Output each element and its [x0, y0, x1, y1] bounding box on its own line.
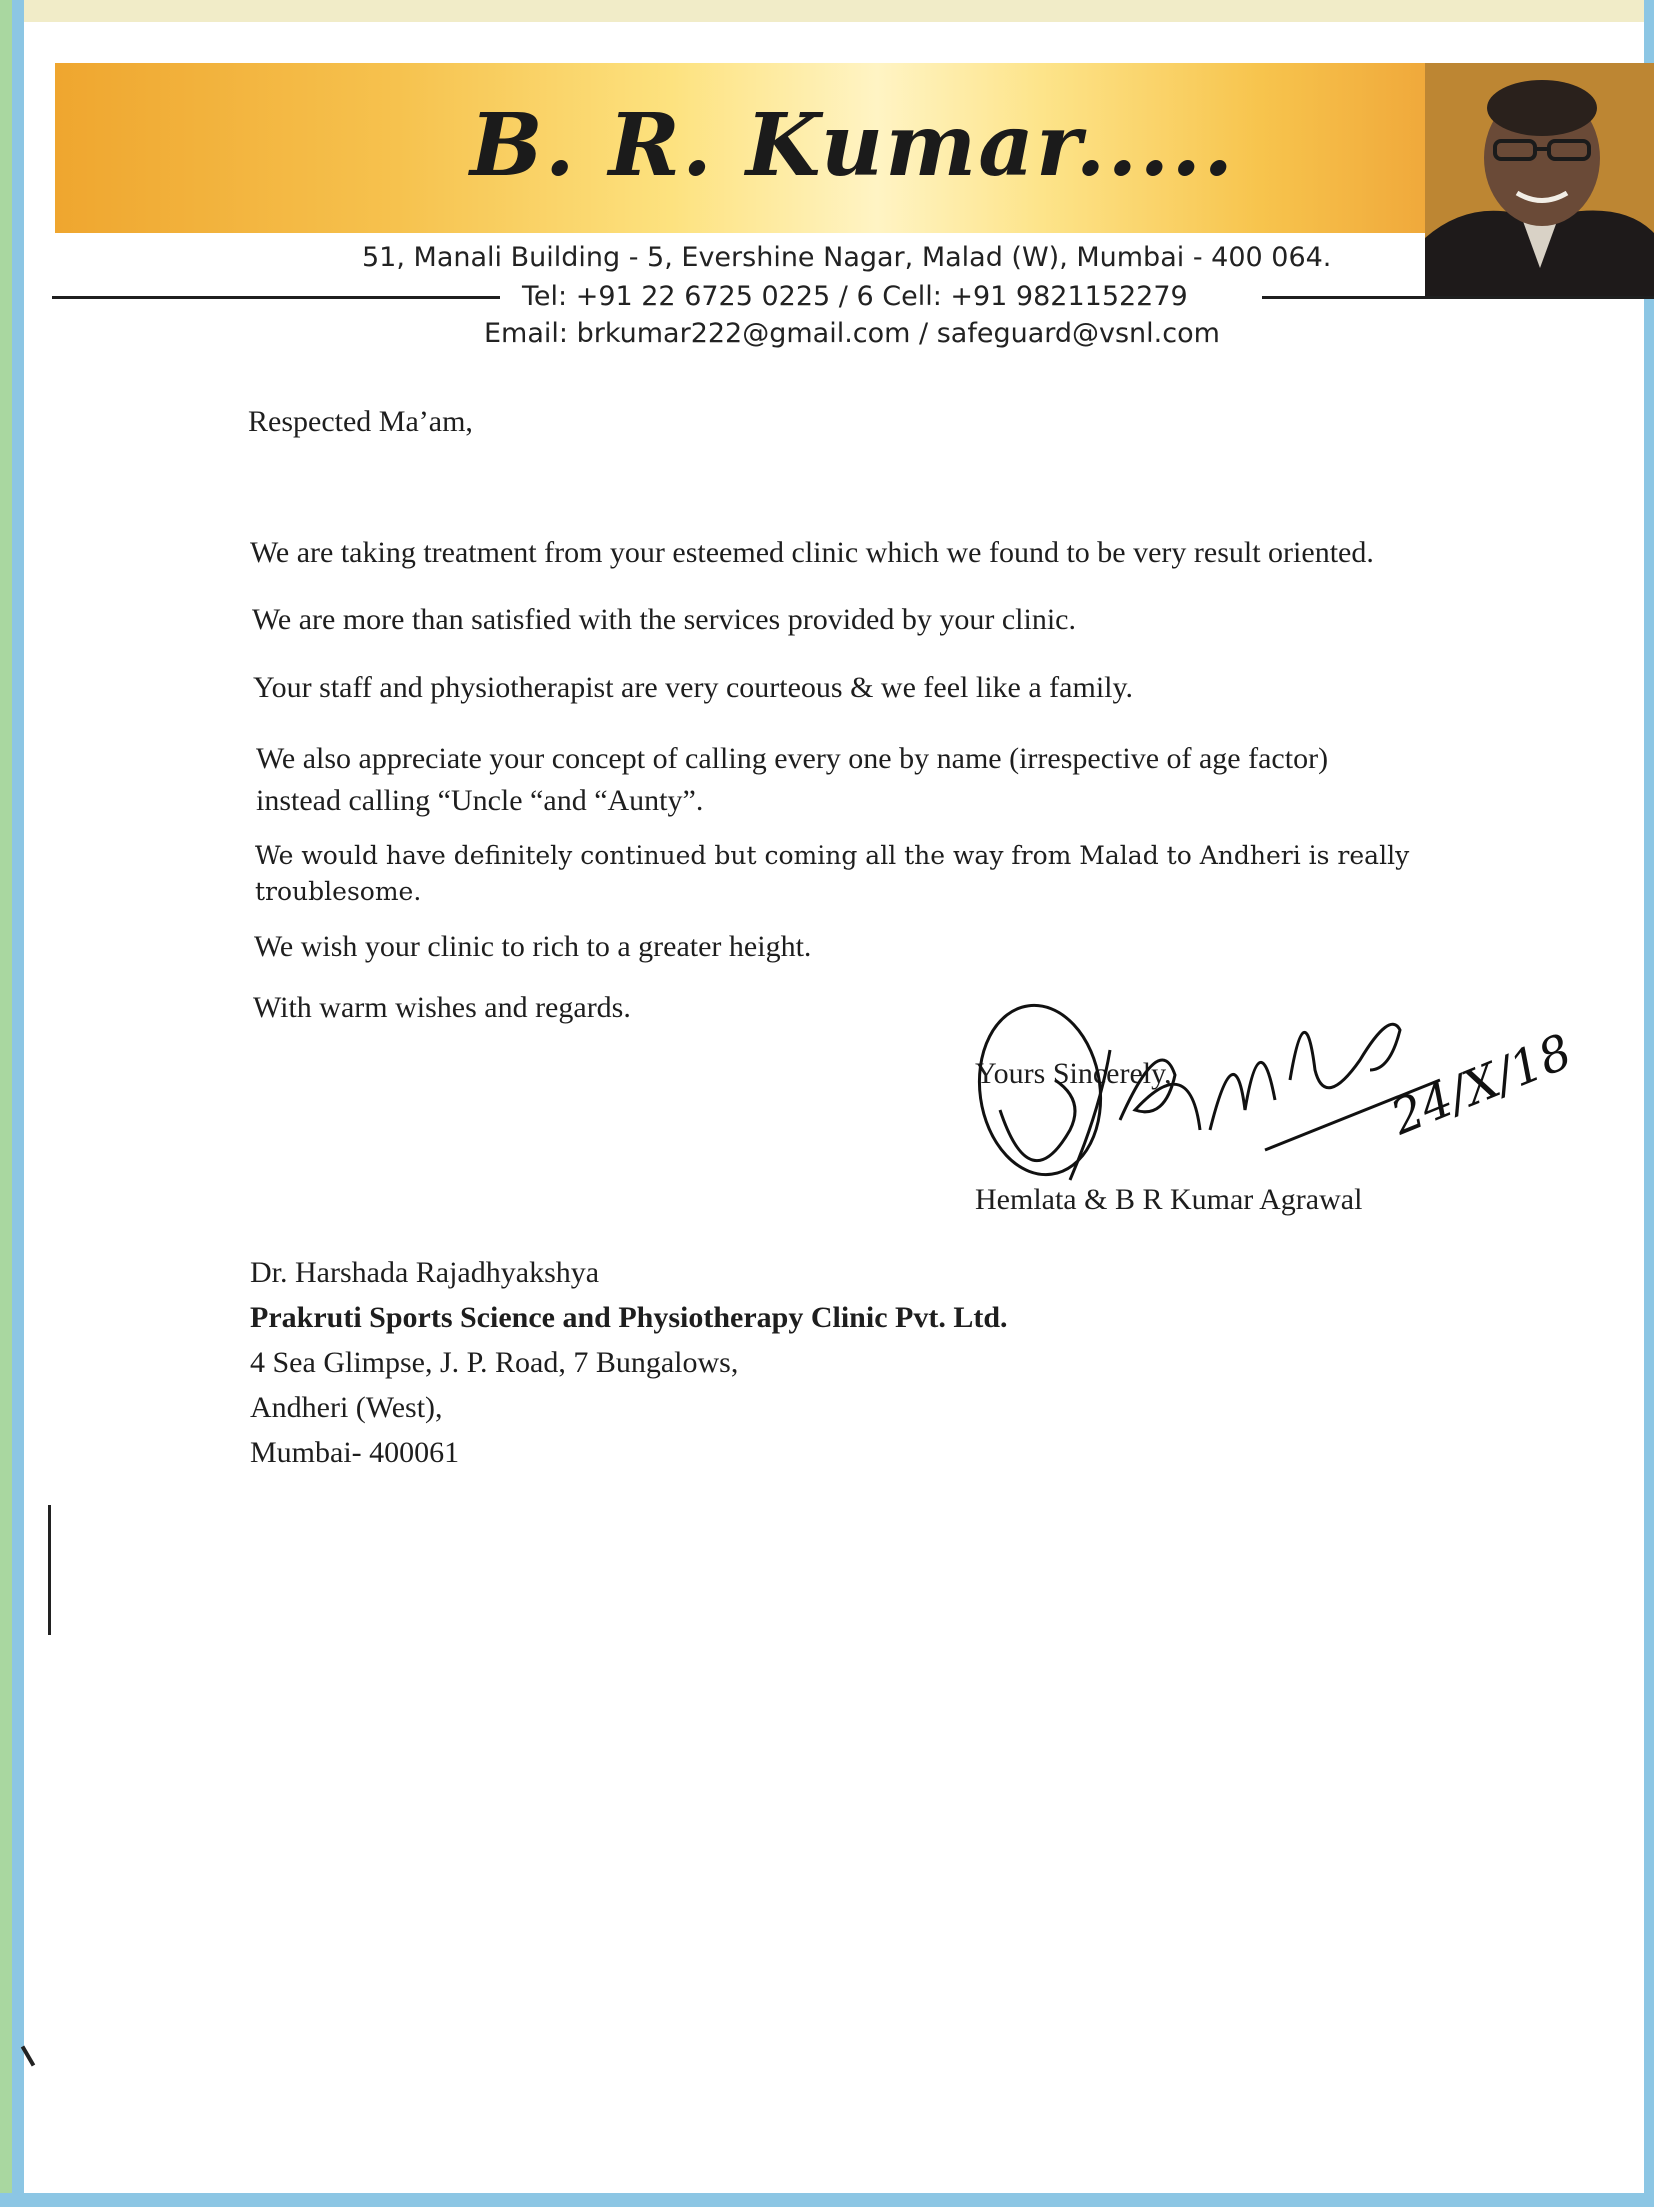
- recipient-block: [250, 1250, 1008, 1475]
- recipient-address-line: Andheri (West),: [250, 1391, 443, 1424]
- recipient-address-line: 4 Sea Glimpse, J. P. Road, 7 Bungalows,: [250, 1346, 739, 1379]
- portrait-photo: [1425, 63, 1654, 296]
- handwritten-date: 24/X/18: [1383, 1023, 1580, 1147]
- recipient-address-line: Mumbai- 400061: [250, 1436, 460, 1469]
- scan-border-top: [0, 0, 1654, 22]
- letter-paragraph: [255, 838, 1409, 910]
- scan-border-right: [1644, 0, 1654, 2207]
- letterhead-address: 51, Manali Building - 5, Evershine Nagar, Malad (W), Mumbai - 400 064.: [362, 242, 1332, 273]
- letterhead-name: B. R. Kumar.....: [470, 95, 1236, 196]
- letter-paragraph: We are taking treatment from your esteemed clinic which we found to be very result oriented.: [250, 536, 1374, 569]
- letter-paragraph-line: We also appreciate your concept of calling every one by name (irrespective of age factor): [256, 742, 1329, 775]
- letter-paragraph-line: We would have definitely continued but coming all the way from Malad to Andheri is really: [255, 841, 1410, 870]
- letterhead-rule-right: [1262, 296, 1654, 299]
- handwritten-signature: [960, 960, 1620, 1200]
- letterhead-rule-left: [52, 296, 500, 299]
- closing: Yours Sincerely,: [975, 1057, 1172, 1090]
- letter-paragraph-line: troublesome.: [255, 877, 422, 906]
- scan-border-left: [0, 0, 24, 2207]
- letterhead-email: Email: brkumar222@gmail.com / safeguard@vsnl.com: [484, 318, 1220, 349]
- signatory-name: Hemlata & B R Kumar Agrawal: [975, 1183, 1363, 1216]
- recipient-organization: Prakruti Sports Science and Physiotherapy Clinic Pvt. Ltd.: [250, 1301, 1008, 1334]
- letter-paragraph-line: instead calling “Uncle “and “Aunty”.: [256, 784, 704, 817]
- recipient-name: Dr. Harshada Rajadhyakshya: [250, 1256, 600, 1289]
- scan-speck: [48, 1505, 51, 1635]
- salutation: Respected Ma’am,: [248, 405, 473, 438]
- letter-paragraph: We are more than satisfied with the services provided by your clinic.: [252, 603, 1076, 636]
- scan-border-bottom: [0, 2193, 1654, 2207]
- letter-paragraph: With warm wishes and regards.: [253, 991, 631, 1024]
- letter-paragraph: [256, 738, 1328, 822]
- letter-paragraph: We wish your clinic to rich to a greater height.: [254, 930, 812, 963]
- letterhead-phone: Tel: +91 22 6725 0225 / 6 Cell: +91 9821152279: [522, 281, 1188, 312]
- letter-paragraph: Your staff and physiotherapist are very courteous & we feel like a family.: [253, 671, 1134, 704]
